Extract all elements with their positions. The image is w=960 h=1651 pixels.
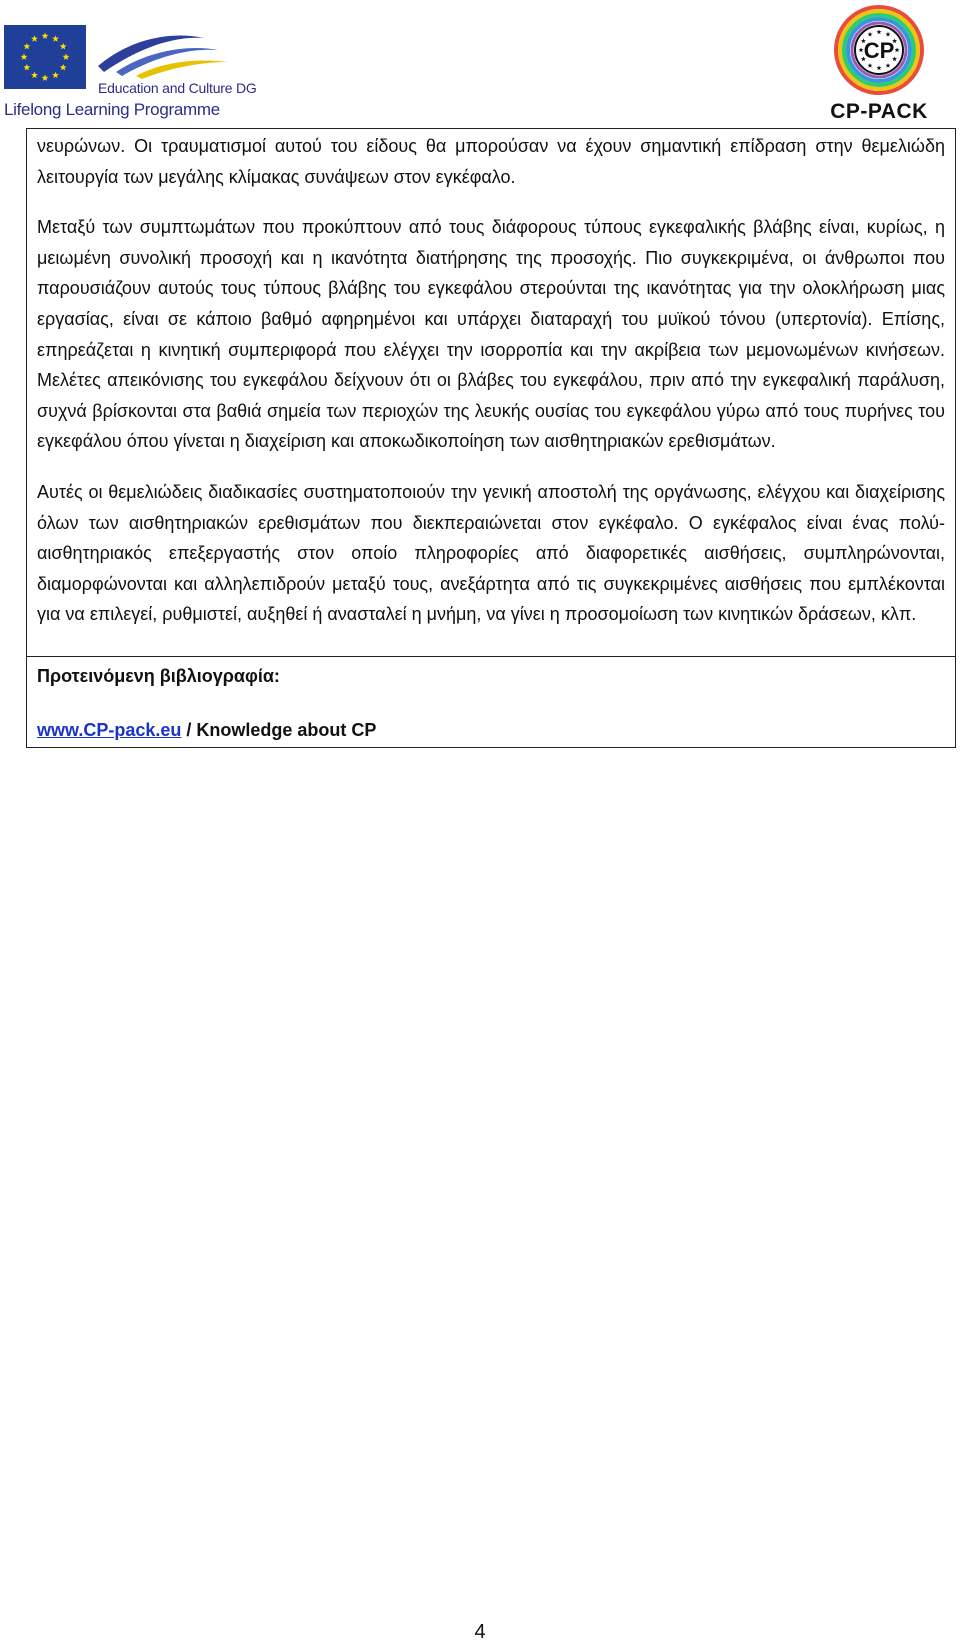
cp-monogram: CP bbox=[863, 38, 895, 63]
cp-pack-logo bbox=[824, 4, 934, 126]
references-entry bbox=[37, 715, 945, 745]
eu-lifelong-learning-logo bbox=[4, 22, 257, 122]
cp-pack-wordmark: CP-PACK bbox=[830, 100, 928, 123]
eu-flag-icon bbox=[4, 25, 86, 89]
cp-pack-link[interactable]: www.CP-pack.eu bbox=[37, 719, 182, 740]
references-section bbox=[27, 656, 955, 747]
references-heading: Προτεινόμενη βιβλιογραφία: bbox=[37, 665, 280, 686]
dg-label: Education and Culture DG bbox=[98, 80, 257, 96]
content-frame bbox=[26, 128, 956, 748]
swoosh-icon bbox=[96, 22, 236, 82]
page-number: 4 bbox=[474, 1621, 486, 1643]
paragraph: Αυτές οι θεμελιώδεις διαδικασίες συστηματοποιούν την γενική αποστολή της οργάνωσης, ελέγχου και διαχείρισης όλων των αισθητηριακών ερεθισμάτων που διεκπεραιώνεται στον εγκέφαλο. Ο εγκέφαλος είναι ένας πολύ-αισθητηριακός επεξεργαστής στον οποίο πληροφορίες από διαφορετικές αισθήσεις, συμπληρώνονται, διαμορφώνονται και αλληλεπιδρούν μεταξύ τους, ανεξάρτητα από τις συγκεκριμένες αισθήσεις που εμπλέκονται για να επιλεγεί, ρυθμιστεί, αυξηθεί ή ανασταλεί η μνήμη, να γίνει η προσομοίωση των κινητικών δράσεων, κλπ. bbox=[37, 481, 945, 625]
cp-pack-logo-icon bbox=[824, 4, 934, 100]
body-section bbox=[27, 129, 955, 656]
references-entry-suffix: / Knowledge about CP bbox=[181, 719, 377, 740]
paragraph: Μεταξύ των συμπτωμάτων που προκύπτουν από τους διάφορους τύπους εγκεφαλικής βλάβης είναι, κυρίως, η μειωμένη συνολική προσοχή και η ικανότητα διατήρησης της προσοχής. Πιο συγκεκριμένα, οι άνθρωποι που παρουσιάζουν αυτούς τους τύπους βλάβης του εγκεφάλου στερούνται της ικανότητας για την ολοκλήρωση μιας εργασίας, είναι σε κάποιο βαθμό αφηρημένοι και υπάρχει διαταραχή του μυϊκού τόνου (υπερτονία). Επίσης, επηρεάζεται η κινητική συμπεριφορά που ελέγχει την ισορροπία και την ακρίβεια των μεμονωμένων κινήσεων. Μελέτες απεικόνισης του εγκεφάλου δείχνουν ότι οι βλάβες του εγκεφάλου, πριν από την εγκεφαλική παράλυση, συχνά βρίσκονται στα βαθιά σημεία των περιοχών της λευκής ουσίας του εγκεφάλου γύρω από τους πυρήνες του εγκεφάλου όπου γίνεται η διαχείριση και αποκωδικοποίηση των αισθητηριακών ερεθισμάτων. bbox=[37, 217, 945, 452]
paragraph: νευρώνων. Οι τραυματισμοί αυτού του είδους θα μπορούσαν να έχουν σημαντική επίδραση στην θεμελιώδη λειτουργία των μεγάλης κλίμακας συνάψεων στον εγκέφαλο. bbox=[37, 136, 945, 187]
programme-label: Lifelong Learning Programme bbox=[4, 100, 220, 119]
